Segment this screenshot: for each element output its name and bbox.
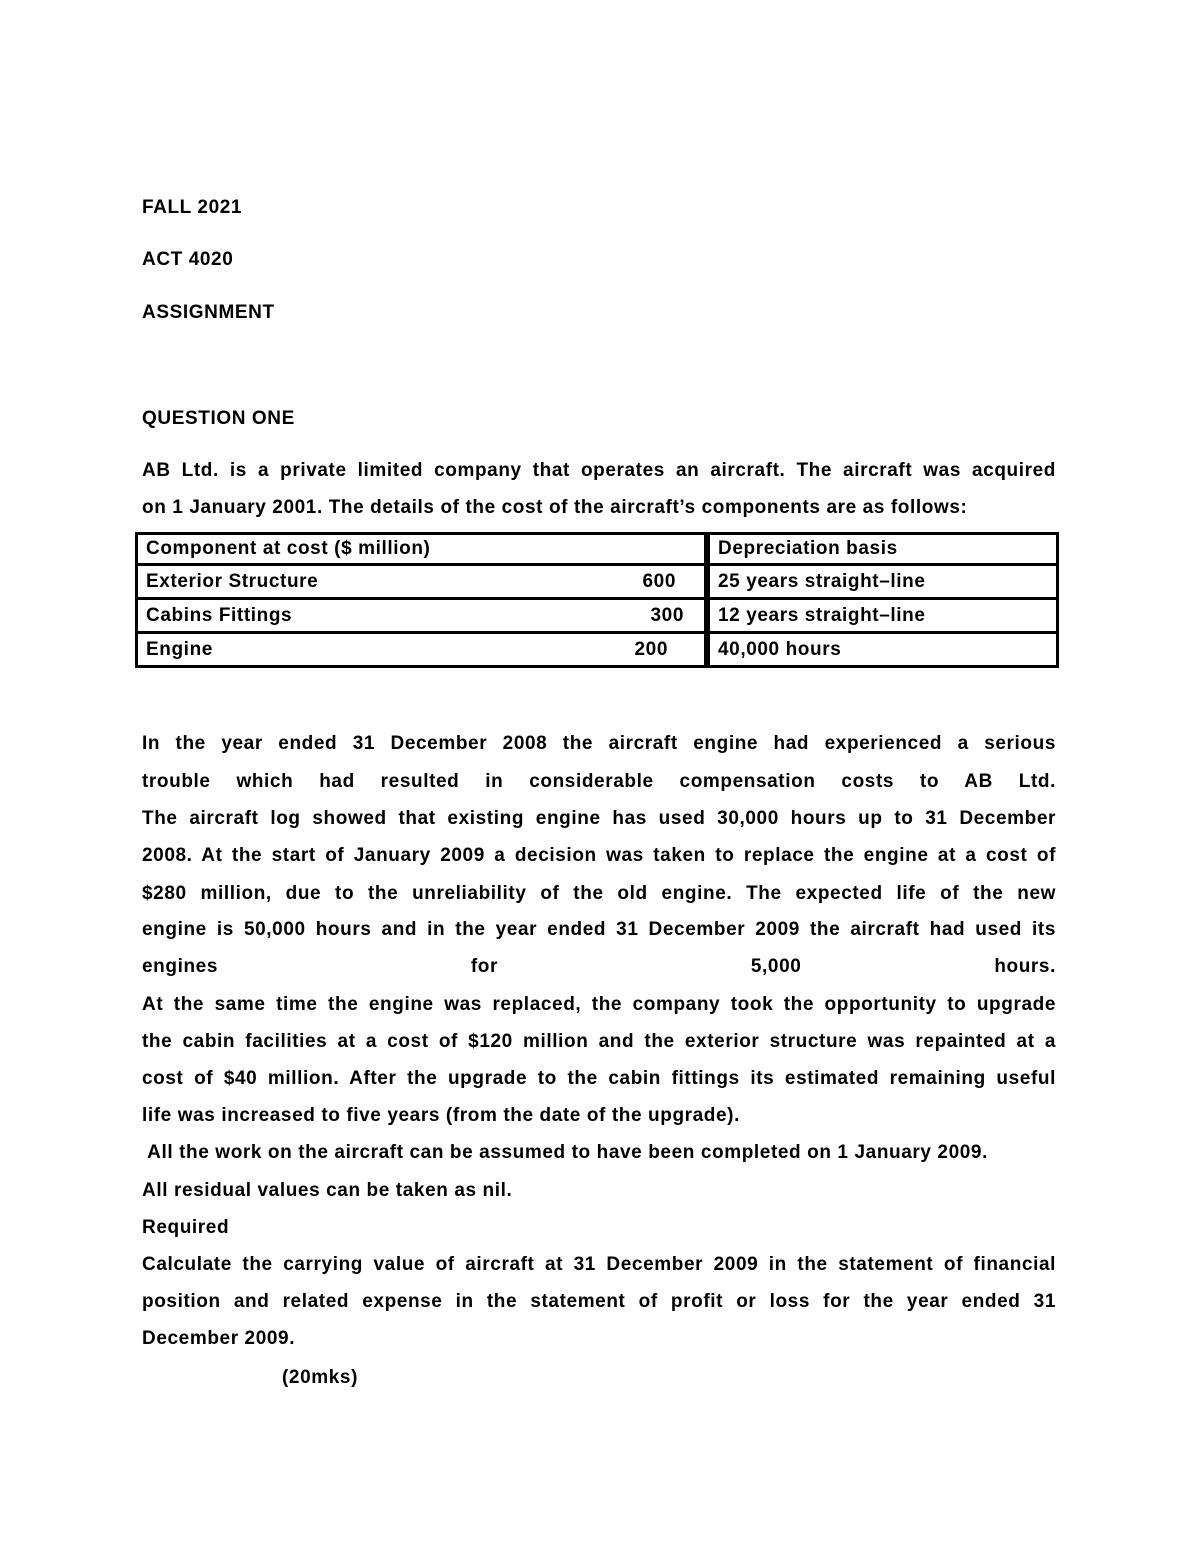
paragraph-line: the cabin facilities at a cost of $120 million and the exterior structure was repainted at a xyxy=(142,1031,1056,1052)
component-cell xyxy=(135,566,707,600)
marks-label: (20mks) xyxy=(282,1367,359,1388)
basis-cell xyxy=(707,634,1059,668)
paragraph-line-spread xyxy=(142,955,1056,979)
header-basis-cell xyxy=(707,532,1059,566)
word: engines xyxy=(142,956,218,977)
paragraph-line: life was increased to five years (from the date of the upgrade). xyxy=(142,1105,740,1126)
paragraph-line: engine is 50,000 hours and in the year ended 31 December 2009 the aircraft had used its xyxy=(142,919,1056,940)
table-header-row xyxy=(135,532,1059,566)
basis-cell xyxy=(707,566,1059,600)
paragraph-line: $280 million, due to the unreliability of the old engine. The expected life of the new xyxy=(142,883,1056,904)
header-component-cell xyxy=(135,532,707,566)
table-row xyxy=(135,566,1059,600)
paragraph-line: All residual values can be taken as nil. xyxy=(142,1180,513,1201)
question-title: QUESTION ONE xyxy=(142,408,295,429)
paragraph-line: December 2009. xyxy=(142,1328,296,1349)
depreciation-basis: 40,000 hours xyxy=(718,638,842,660)
component-name: Cabins Fittings xyxy=(146,604,293,626)
component-cost: 200 xyxy=(634,638,668,660)
basis-cell xyxy=(707,600,1059,634)
term-label: FALL 2021 xyxy=(142,197,243,218)
paragraph-line: The aircraft log showed that existing engine has used 30,000 hours up to 31 December xyxy=(142,808,1056,829)
paragraph-line: trouble which had resulted in considerable compensation costs to AB Ltd. xyxy=(142,771,1056,792)
intro-line-1: AB Ltd. is a private limited company that operates an aircraft. The aircraft was acquired xyxy=(142,460,1056,481)
intro-line-2: on 1 January 2001. The details of the cost of the aircraft’s components are as follows: xyxy=(142,497,968,518)
paragraph-line: position and related expense in the statement of profit or loss for the year ended 31 xyxy=(142,1291,1056,1312)
depreciation-basis: 25 years straight–line xyxy=(718,570,926,592)
header-component-label: Component at cost ($ million) xyxy=(146,538,431,559)
component-name: Engine xyxy=(146,638,213,660)
table-row xyxy=(135,634,1059,668)
word: for xyxy=(470,956,499,977)
component-cost: 300 xyxy=(650,604,684,626)
component-name: Exterior Structure xyxy=(146,570,319,592)
course-code: ACT 4020 xyxy=(142,249,234,270)
component-cost: 600 xyxy=(642,570,676,592)
paragraph-line: 2008. At the start of January 2009 a decision was taken to replace the engine at a cost of xyxy=(142,845,1056,866)
paragraph-line: Calculate the carrying value of aircraft at 31 December 2009 in the statement of financial xyxy=(142,1254,1056,1275)
word: hours. xyxy=(994,956,1056,977)
paragraph-line: All the work on the aircraft can be assumed to have been completed on 1 January 2009. xyxy=(142,1142,988,1163)
component-cell xyxy=(135,634,707,668)
paragraph-line: cost of $40 million. After the upgrade to the cabin fittings its estimated remaining useful xyxy=(142,1068,1056,1089)
component-cell xyxy=(135,600,707,634)
paragraph-line: In the year ended 31 December 2008 the aircraft engine had experienced a serious xyxy=(142,733,1056,754)
document-type: ASSIGNMENT xyxy=(142,302,275,323)
paragraph-line: At the same time the engine was replaced, the company took the opportunity to upgrade xyxy=(142,994,1056,1015)
word: 5,000 xyxy=(750,956,802,977)
components-table xyxy=(135,532,1059,668)
header-basis-label: Depreciation basis xyxy=(718,538,898,559)
table-row xyxy=(135,600,1059,634)
depreciation-basis: 12 years straight–line xyxy=(718,604,926,626)
required-label: Required xyxy=(142,1217,230,1238)
